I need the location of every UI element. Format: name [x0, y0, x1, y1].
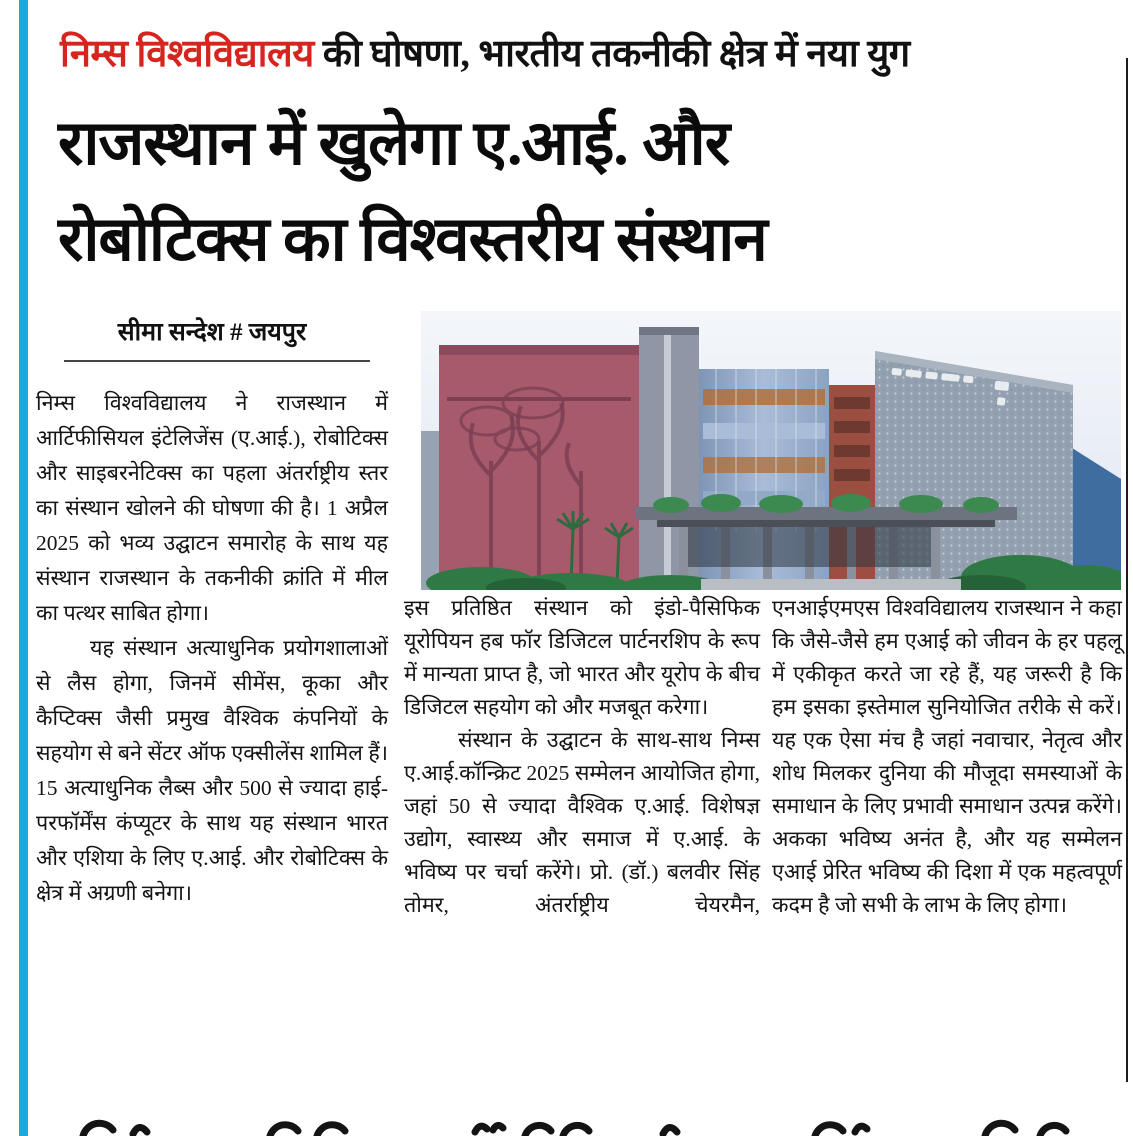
main-headline-line2: रोबोटिक्स का विश्वस्तरीय संस्थान	[58, 206, 767, 274]
byline: सीमा सन्देश # जयपुर	[117, 319, 307, 346]
byline-rule	[64, 360, 370, 362]
cutoff-headline-top	[55, 1106, 1075, 1136]
kicker-highlight: निम्स विश्वविद्यालय	[60, 33, 314, 75]
university-campus-building-photo	[421, 311, 1121, 590]
kicker-rest: की घोषणा, भारतीय तकनीकी क्षेत्र में नया युग	[313, 33, 910, 75]
main-headline	[58, 96, 1118, 288]
column-rule-right	[1126, 58, 1128, 1082]
body-column-1	[36, 386, 388, 911]
col2-paragraph-1: इस प्रतिष्ठित संस्थान को इंडो-पैसिफिक यूरोपियन हब फॉर डिजिटल पार्टनरशिप के रूप में मान्यता प्राप्त है, जो भारत और यूरोप के बीच डिजिटल सहयोग को और मजबूत करेगा।	[404, 596, 760, 719]
building-photo-illustration	[421, 311, 1121, 590]
col3-paragraph-1: एनआईएमएस विश्वविद्यालय राजस्थान ने कहा कि जैसे-जैसे हम एआई को जीवन के हर पहलू में एकीकृत करते जा रहे हैं, यह जरूरी है कि हम इसका इस्तेमाल सुनियोजित तरीके से करें। यह एक ऐसा मंच है जहां नवाचार, नेतृत्व और शोध मिलकर दुनिया की मौजूदा समस्याओं के समाधान के लिए प्रभावी समाधान उत्पन्न करेंगे। अकका भविष्य अनंत है, और यह सम्मेलन एआई प्रेरित भविष्य की दिशा में एक महत्वपूर्ण कदम है जो सभी के लाभ के लिए होगा।	[772, 596, 1122, 917]
body-column-2	[404, 592, 760, 922]
left-edge-cyan-bar	[19, 0, 28, 1136]
col1-paragraph-2: यह संस्थान अत्याधुनिक प्रयोगशालाओं से लैस होगा, जिनमें सीमेंस, कूका और कैप्टिक्स जैसी प्रमुख वैश्विक कंपनियों के सहयोग से बने सेंटर ऑफ एक्सीलेंस शामिल हैं। 15 अत्याधुनिक लैब्स और 500 से ज्यादा हाई-परफॉर्मेंस कंप्यूटर के साथ यह संस्थान भारत और एशिया के लिए ए.आई. और रोबोटिक्स के क्षेत्र में अग्रणी बनेगा।	[36, 636, 388, 905]
main-headline-line1: राजस्थान में खुलेगा ए.आई. और	[58, 110, 730, 178]
col2-paragraph-2: संस्थान के उद्घाटन के साथ-साथ निम्स ए.आई.कॉन्क्रिट 2025 सम्मेलन आयोजित होगा, जहां 50 से ज्यादा वैश्विक ए.आई. विशेषज्ञ उद्योग, स्वास्थ्य और समाज में ए.आई. के भविष्य पर चर्चा करेंगे। प्रो. (डॉ.) बलवीर सिंह तोमर, अंतर्राष्ट्रीय चेयरमैन,	[404, 728, 760, 917]
col1-paragraph-1: निम्स विश्वविद्यालय ने राजस्थान में आर्टिफीसियल इंटेलिजेंस (ए.आई.), रोबोटिक्स और साइबरनेटिक्स का पहला अंतर्राष्ट्रीय स्तर का संस्थान खोलने की घोषणा की है। 1 अप्रैल 2025 को भव्य उद्घाटन समारोह के साथ यह संस्थान राजस्थान के तकनीकी क्रांति में मील का पत्थर साबित होगा।	[36, 391, 388, 625]
body-column-3	[772, 592, 1122, 922]
kicker-headline	[60, 26, 1110, 78]
